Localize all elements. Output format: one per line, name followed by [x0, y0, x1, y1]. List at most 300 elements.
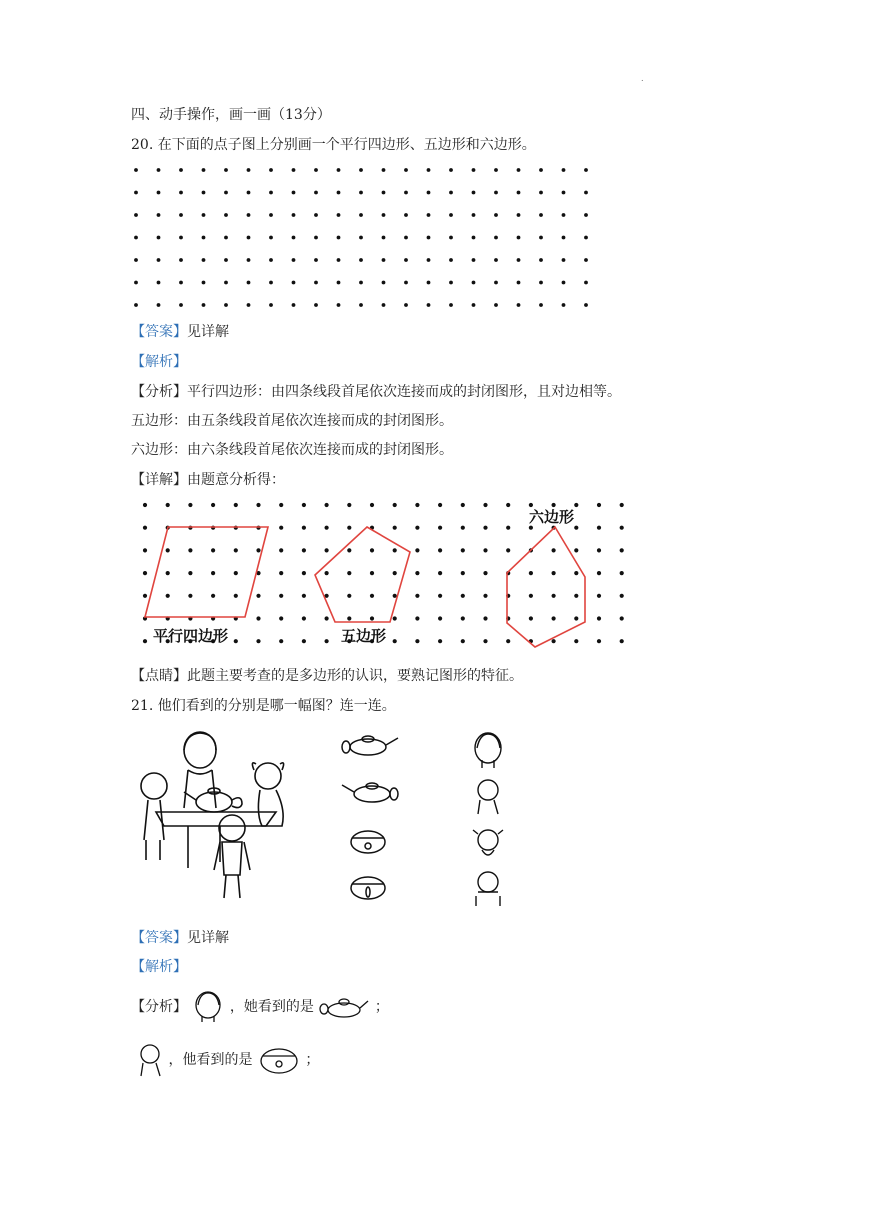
grid-dot [597, 616, 601, 620]
grid-dot [269, 168, 273, 172]
xiangjie-tag: 【详解】 [131, 472, 187, 488]
grid-dot [179, 168, 183, 172]
grid-dot [529, 526, 533, 530]
grid-dot [494, 258, 498, 262]
q21-analysis-tag [131, 958, 187, 976]
grid-dot [438, 639, 442, 643]
grid-dot [347, 571, 351, 575]
q20-xiangjie [131, 471, 285, 489]
grid-dot [134, 258, 138, 262]
grid-dot [494, 191, 498, 195]
grid-dot [292, 213, 296, 217]
analysis-tag: 【解析】 [131, 354, 187, 370]
grid-dot [134, 213, 138, 217]
grid-dot [584, 168, 588, 172]
grid-dot [472, 281, 476, 285]
grid-dot [359, 191, 363, 195]
grid-dot [427, 213, 431, 217]
grid-dot [247, 236, 251, 240]
grid-dot [584, 236, 588, 240]
grid-dot [157, 258, 161, 262]
grid-dot [529, 503, 533, 507]
grid-dot [620, 526, 624, 530]
grid-dot [382, 303, 386, 307]
grid-dot [562, 281, 566, 285]
q21-fenxi-line1 [131, 990, 389, 1024]
grid-dot [517, 258, 521, 262]
grid-dot [393, 594, 397, 598]
grid-dot [188, 594, 192, 598]
grid-dot [438, 616, 442, 620]
dianjing-tag: 【点睛】 [131, 668, 187, 684]
grid-dot [539, 191, 543, 195]
grid-dot [337, 168, 341, 172]
grid-dot [506, 548, 510, 552]
grid-dot [292, 303, 296, 307]
grid-dot [247, 258, 251, 262]
grid-dot [620, 594, 624, 598]
grid-dot [234, 571, 238, 575]
grid-dot [483, 594, 487, 598]
q20-answer-figure [135, 497, 640, 657]
grid-dot [314, 236, 318, 240]
q20-analysis-tag [131, 353, 187, 371]
grid-dot [370, 548, 374, 552]
grid-dot [202, 191, 206, 195]
grid-dot [370, 503, 374, 507]
grid-dot [279, 639, 283, 643]
grid-dot [224, 168, 228, 172]
grid-dot [382, 168, 386, 172]
grid-dot [404, 258, 408, 262]
grid-dot [234, 548, 238, 552]
grid-dot [393, 548, 397, 552]
grid-dot [517, 213, 521, 217]
grid-dot [517, 281, 521, 285]
grid-dot [483, 616, 487, 620]
hexagon-label: 六边形 [529, 508, 575, 526]
grid-dot [302, 616, 306, 620]
q20-pentagon-def: 五边形：由五条线段首尾依次连接而成的封闭图形。 [131, 413, 453, 429]
grid-dot [483, 526, 487, 530]
xiangjie-text: 由题意分析得： [187, 472, 285, 488]
answer-tag: 【答案】 [131, 930, 187, 946]
grid-dot [552, 571, 556, 575]
grid-dot [247, 303, 251, 307]
grid-dot [302, 571, 306, 575]
grid-dot [256, 639, 260, 643]
grid-dot [202, 258, 206, 262]
grid-dot [247, 281, 251, 285]
grid-dot [370, 571, 374, 575]
grid-dot [597, 594, 601, 598]
fenxi-tag: 【分析】 [131, 999, 187, 1015]
grid-dot [188, 503, 192, 507]
grid-dot [404, 281, 408, 285]
grid-dot [574, 526, 578, 530]
grid-dot [461, 503, 465, 507]
answer-tag: 【答案】 [131, 324, 187, 340]
grid-dot [325, 616, 329, 620]
grid-dot [620, 503, 624, 507]
grid-dot [337, 236, 341, 240]
grid-dot [234, 594, 238, 598]
grid-dot [539, 236, 543, 240]
grid-dot [404, 168, 408, 172]
grid-dot [404, 236, 408, 240]
grid-dot [202, 236, 206, 240]
grid-dot [552, 639, 556, 643]
header-mark: . [641, 74, 644, 83]
grid-dot [449, 303, 453, 307]
grid-dot [382, 213, 386, 217]
q20-fenxi [131, 383, 621, 401]
grid-dot [404, 191, 408, 195]
grid-dot [314, 191, 318, 195]
grid-dot [415, 571, 419, 575]
grid-dot [539, 258, 543, 262]
grid-dot [179, 191, 183, 195]
grid-dot [584, 191, 588, 195]
grid-dot [292, 236, 296, 240]
grid-dot [562, 191, 566, 195]
grid-dot [166, 571, 170, 575]
grid-dot [438, 594, 442, 598]
grid-dot [506, 526, 510, 530]
grid-dot [166, 503, 170, 507]
grid-dot [256, 594, 260, 598]
grid-dot [347, 548, 351, 552]
grid-dot [157, 236, 161, 240]
grid-dot [494, 236, 498, 240]
grid-dot [179, 213, 183, 217]
grid-dot [337, 281, 341, 285]
grid-dot [347, 526, 351, 530]
grid-dot [494, 303, 498, 307]
grid-dot [415, 639, 419, 643]
grid-dot [325, 526, 329, 530]
grid-dot [438, 548, 442, 552]
grid-dot [143, 639, 147, 643]
grid-dot [483, 503, 487, 507]
grid-dot [449, 281, 453, 285]
grid-dot [438, 503, 442, 507]
grid-dot [574, 571, 578, 575]
teapot-front-icon [257, 1044, 301, 1076]
grid-dot [415, 503, 419, 507]
fenxi-line2-end: ； [305, 1052, 320, 1068]
grid-dot [562, 258, 566, 262]
grid-dot [325, 503, 329, 507]
q21-children-views [470, 730, 510, 910]
grid-dot [382, 258, 386, 262]
grid-dot [562, 236, 566, 240]
grid-dot [461, 526, 465, 530]
grid-dot [552, 594, 556, 598]
grid-dot [292, 191, 296, 195]
grid-dot [302, 639, 306, 643]
grid-dot [292, 281, 296, 285]
grid-dot [438, 526, 442, 530]
grid-dot [449, 168, 453, 172]
grid-dot [337, 191, 341, 195]
grid-dot [157, 281, 161, 285]
grid-dot [224, 213, 228, 217]
grid-dot [347, 594, 351, 598]
grid-dot [472, 236, 476, 240]
grid-dot [269, 258, 273, 262]
fenxi-text: 平行四边形：由四条线段首尾依次连接而成的封闭图形，且对边相等。 [187, 384, 621, 400]
grid-dot [134, 281, 138, 285]
grid-dot [279, 526, 283, 530]
grid-dot [552, 616, 556, 620]
grid-dot [517, 168, 521, 172]
grid-dot [574, 594, 578, 598]
fenxi-line2-text: ，他看到的是 [168, 1052, 253, 1068]
q21-scene-illustration [136, 730, 286, 902]
grid-dot [620, 571, 624, 575]
grid-dot [529, 571, 533, 575]
grid-dot [202, 303, 206, 307]
grid-dot [472, 258, 476, 262]
grid-dot [427, 303, 431, 307]
q20-hexagon-def: 六边形：由六条线段首尾依次连接而成的封闭图形。 [131, 442, 453, 458]
grid-dot [247, 168, 251, 172]
grid-dot [494, 168, 498, 172]
grid-dot [279, 594, 283, 598]
grid-dot [427, 168, 431, 172]
analysis-tag: 【解析】 [131, 959, 187, 975]
q20-dianjing [131, 667, 523, 685]
grid-dot [552, 548, 556, 552]
grid-dot [188, 548, 192, 552]
q21-question: 21. 他们看到的分别是哪一幅图？连一连。 [131, 698, 396, 714]
grid-dot [269, 191, 273, 195]
grid-dot [256, 616, 260, 620]
grid-dot [302, 503, 306, 507]
grid-dot [202, 281, 206, 285]
hexagon-shape [507, 527, 585, 647]
grid-dot [134, 168, 138, 172]
grid-dot [552, 503, 556, 507]
grid-dot [483, 571, 487, 575]
grid-dot [539, 168, 543, 172]
grid-dot [584, 281, 588, 285]
grid-dot [620, 548, 624, 552]
grid-dot [449, 191, 453, 195]
grid-dot [279, 616, 283, 620]
grid-dot [269, 213, 273, 217]
grid-dot [483, 548, 487, 552]
grid-dot [224, 191, 228, 195]
grid-dot [337, 213, 341, 217]
grid-dot [157, 168, 161, 172]
grid-dot [143, 548, 147, 552]
grid-dot [224, 281, 228, 285]
grid-dot [597, 548, 601, 552]
grid-dot [427, 191, 431, 195]
grid-dot [506, 503, 510, 507]
grid-dot [449, 213, 453, 217]
q21-teapot-views [338, 730, 404, 910]
grid-dot [347, 616, 351, 620]
grid-dot [382, 236, 386, 240]
grid-dot [143, 526, 147, 530]
grid-dot [247, 213, 251, 217]
grid-dot [415, 548, 419, 552]
q20-answer [131, 323, 229, 341]
grid-dot [134, 303, 138, 307]
answer-text: 见详解 [187, 930, 229, 946]
grid-dot [269, 303, 273, 307]
grid-dot [325, 639, 329, 643]
grid-dot [302, 548, 306, 552]
grid-dot [562, 213, 566, 217]
grid-dot [325, 571, 329, 575]
grid-dot [157, 303, 161, 307]
q20-dot-grid [131, 164, 591, 310]
grid-dot [188, 571, 192, 575]
grid-dot [461, 639, 465, 643]
grid-dot [179, 281, 183, 285]
grid-dot [427, 258, 431, 262]
grid-dot [529, 594, 533, 598]
grid-dot [359, 281, 363, 285]
grid-dot [494, 213, 498, 217]
grid-dot [347, 503, 351, 507]
grid-dot [314, 213, 318, 217]
grid-dot [393, 616, 397, 620]
grid-dot [134, 236, 138, 240]
grid-dot [211, 571, 215, 575]
grid-dot [517, 303, 521, 307]
grid-dot [279, 503, 283, 507]
grid-dot [292, 168, 296, 172]
grid-dot [597, 571, 601, 575]
grid-dot [597, 526, 601, 530]
grid-dot [325, 548, 329, 552]
grid-dot [314, 258, 318, 262]
grid-dot [584, 303, 588, 307]
teapot-side-icon [318, 992, 370, 1022]
grid-dot [269, 281, 273, 285]
grid-dot [461, 616, 465, 620]
grid-dot [359, 258, 363, 262]
grid-dot [143, 594, 147, 598]
grid-dot [415, 526, 419, 530]
grid-dot [494, 281, 498, 285]
grid-dot [269, 236, 273, 240]
grid-dot [370, 594, 374, 598]
parallelogram-shape [145, 527, 268, 617]
grid-dot [472, 303, 476, 307]
grid-dot [314, 168, 318, 172]
grid-dot [359, 213, 363, 217]
grid-dot [529, 616, 533, 620]
grid-dot [247, 191, 251, 195]
grid-dot [302, 594, 306, 598]
girl-long-hair-icon [191, 990, 225, 1024]
grid-dot [143, 503, 147, 507]
grid-dot [483, 639, 487, 643]
grid-dot [472, 168, 476, 172]
grid-dot [382, 281, 386, 285]
grid-dot [415, 594, 419, 598]
grid-dot [211, 548, 215, 552]
grid-dot [574, 639, 578, 643]
grid-dot [382, 191, 386, 195]
grid-dot [279, 571, 283, 575]
grid-dot [620, 639, 624, 643]
grid-dot [427, 236, 431, 240]
grid-dot [211, 594, 215, 598]
grid-dot [461, 571, 465, 575]
grid-dot [337, 303, 341, 307]
grid-dot [211, 503, 215, 507]
grid-dot [438, 571, 442, 575]
grid-dot [166, 548, 170, 552]
grid-dot [370, 616, 374, 620]
grid-dot [143, 571, 147, 575]
parallelogram-label: 平行四边形 [153, 627, 229, 645]
grid-dot [314, 303, 318, 307]
q21-fenxi-line2 [136, 1042, 319, 1078]
grid-dot [393, 639, 397, 643]
grid-dot [256, 548, 260, 552]
grid-dot [506, 639, 510, 643]
grid-dot [314, 281, 318, 285]
dianjing-text: 此题主要考查的是多边形的认识，要熟记图形的特征。 [187, 668, 523, 684]
grid-dot [179, 303, 183, 307]
grid-dot [337, 258, 341, 262]
grid-dot [461, 594, 465, 598]
grid-dot [404, 303, 408, 307]
grid-dot [597, 503, 601, 507]
grid-dot [597, 639, 601, 643]
grid-dot [472, 213, 476, 217]
grid-dot [574, 503, 578, 507]
grid-dot [562, 168, 566, 172]
pentagon-label: 五边形 [341, 627, 387, 645]
grid-dot [256, 503, 260, 507]
grid-dot [393, 503, 397, 507]
grid-dot [157, 213, 161, 217]
grid-dot [562, 303, 566, 307]
grid-dot [359, 236, 363, 240]
grid-dot [574, 616, 578, 620]
grid-dot [449, 236, 453, 240]
grid-dot [292, 258, 296, 262]
grid-dot [620, 616, 624, 620]
grid-dot [539, 303, 543, 307]
grid-dot [584, 213, 588, 217]
grid-dot [224, 258, 228, 262]
grid-dot [393, 526, 397, 530]
grid-dot [359, 303, 363, 307]
grid-dot [359, 168, 363, 172]
grid-dot [449, 258, 453, 262]
grid-dot [166, 594, 170, 598]
q21-answer [131, 929, 229, 947]
grid-dot [234, 503, 238, 507]
grid-dot [539, 281, 543, 285]
grid-dot [179, 236, 183, 240]
grid-dot [404, 213, 408, 217]
grid-dot [393, 571, 397, 575]
boy-side-icon [136, 1042, 164, 1078]
grid-dot [234, 639, 238, 643]
grid-dot [517, 191, 521, 195]
